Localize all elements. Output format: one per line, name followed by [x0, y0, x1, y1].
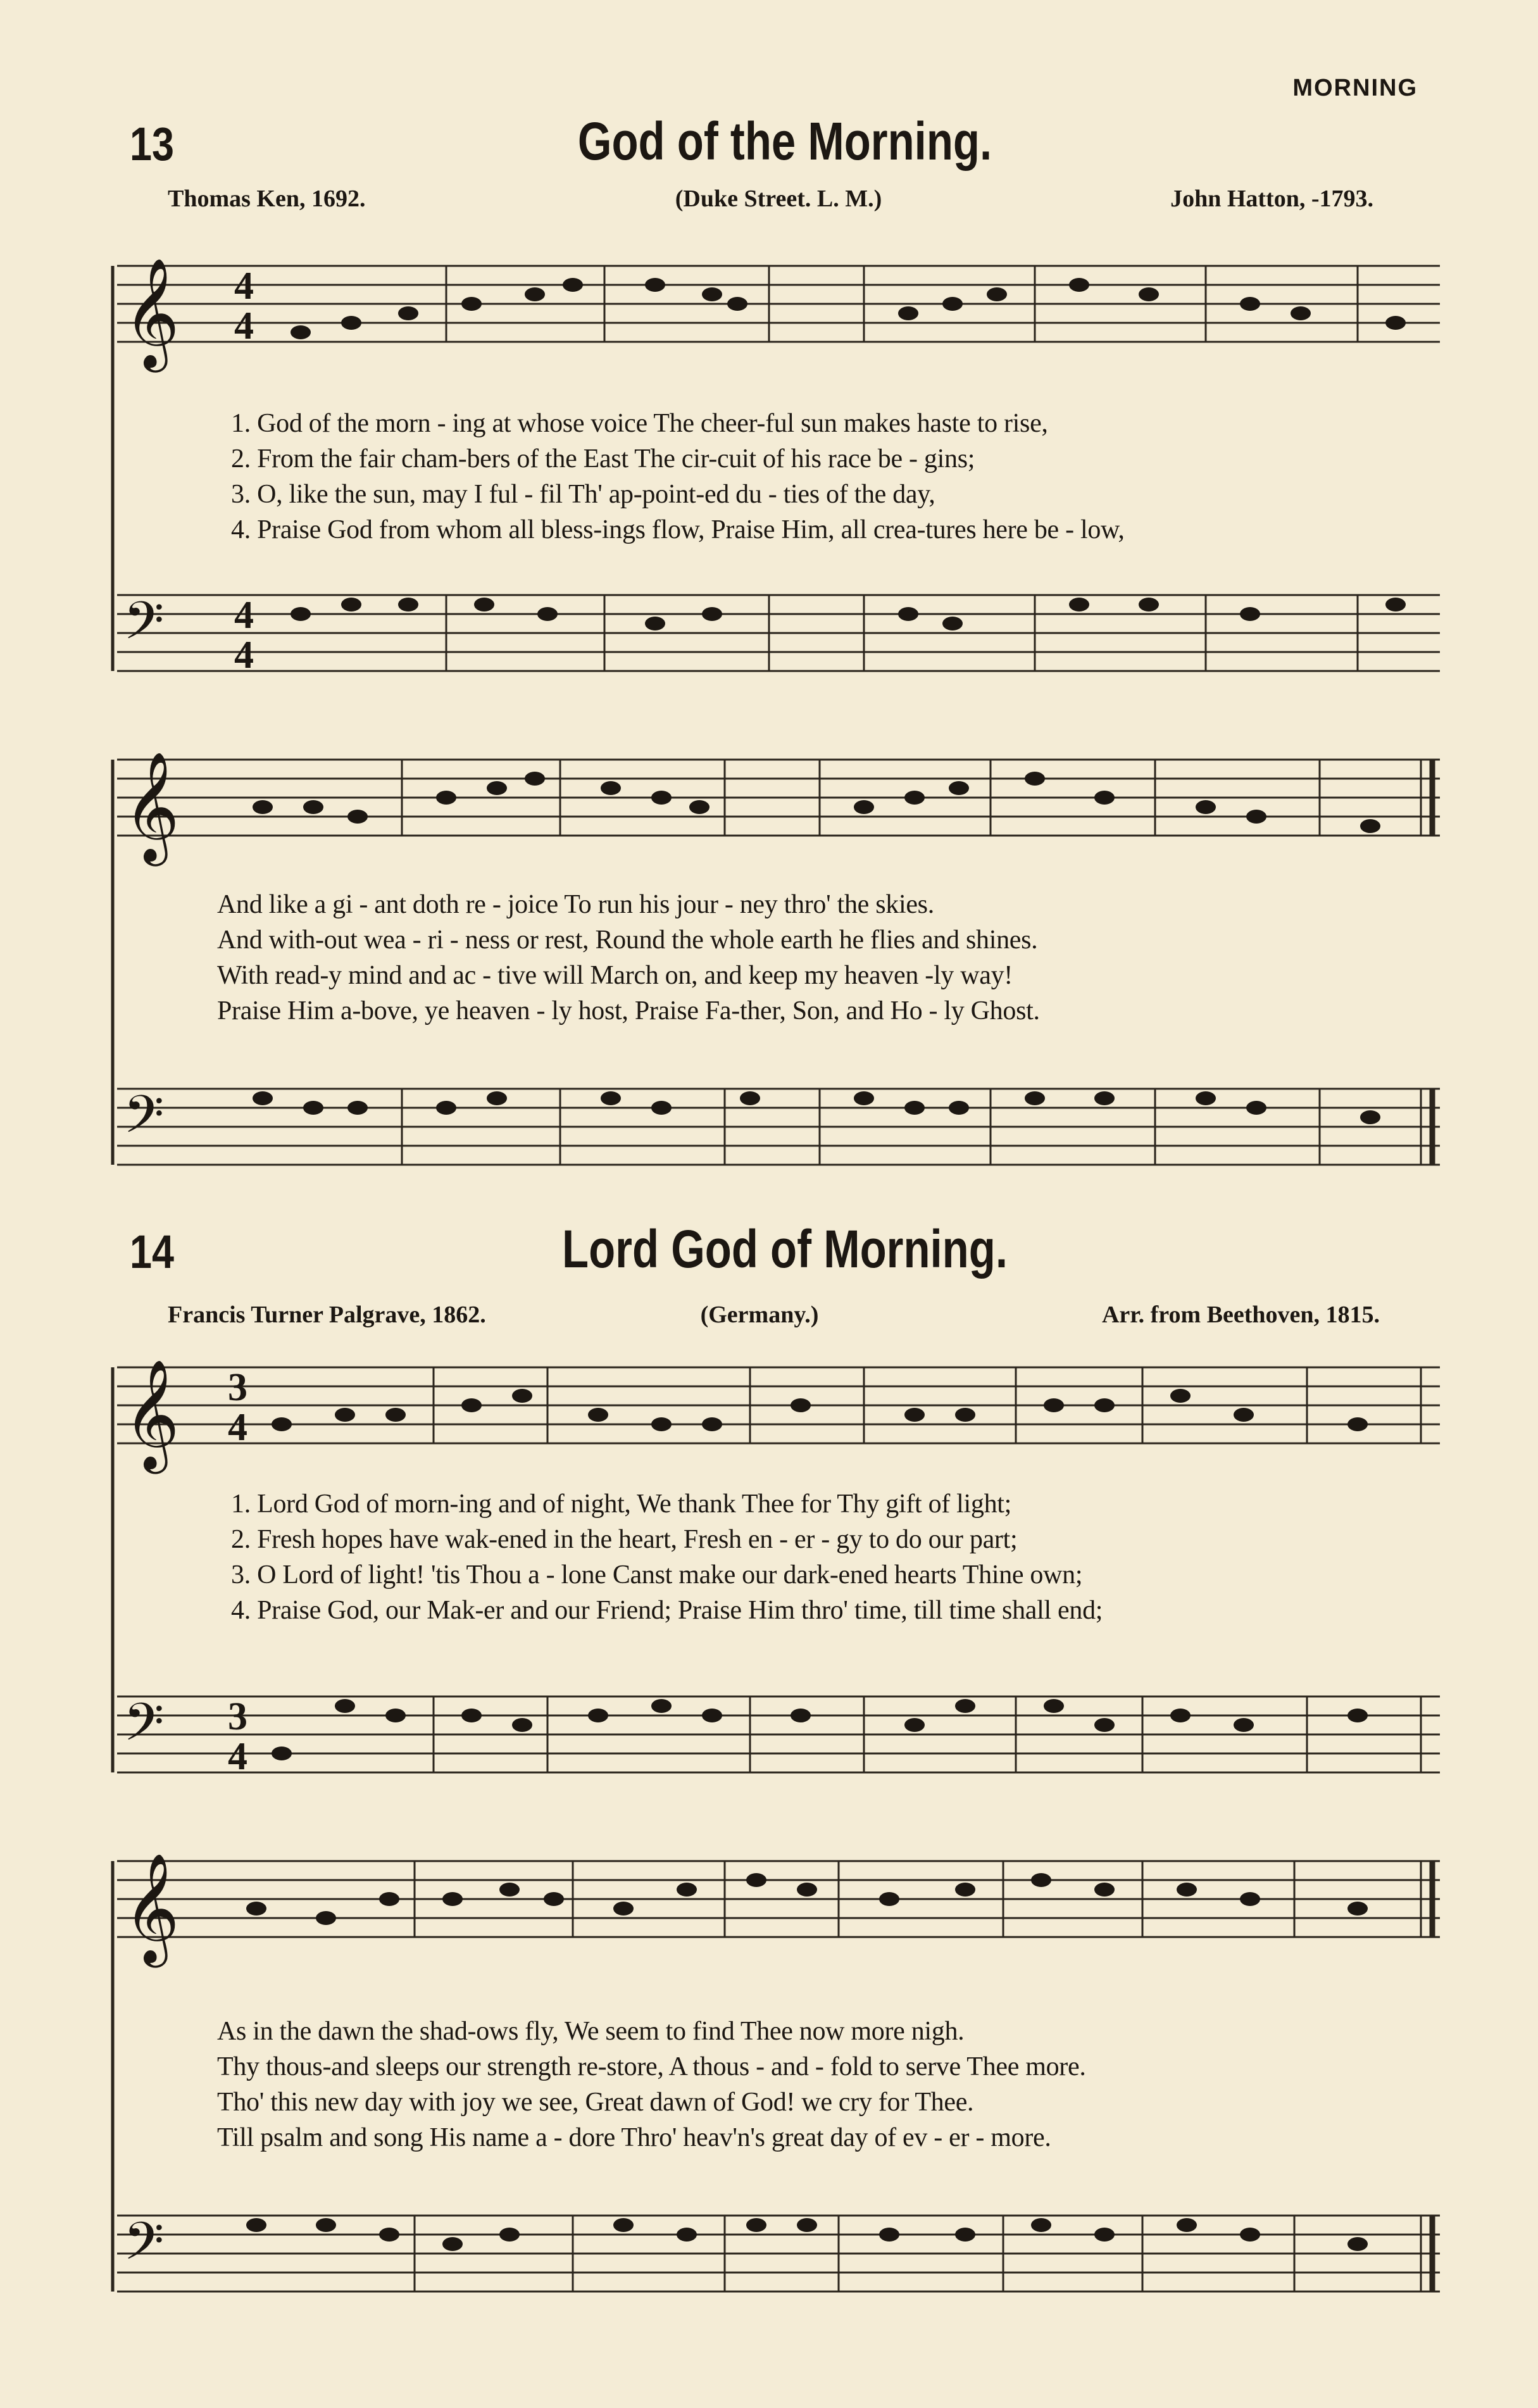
- treble-clef-icon: 𝄞: [123, 751, 180, 862]
- hymn-number: 14: [130, 1226, 174, 1278]
- bass-clef-icon: 𝄢: [123, 2210, 165, 2285]
- hymn-author: Thomas Ken, 1692.: [168, 185, 366, 212]
- hymn-title: God of the Morning.: [577, 111, 992, 171]
- bass-clef-icon: 𝄢: [123, 1691, 165, 1765]
- section-label: MORNING: [1292, 75, 1418, 101]
- lyric-line: 1. Lord God of morn-ing and of night, We thank Thee for Thy gift of light;: [231, 1489, 1012, 1519]
- lyric-line: Tho' this new day with joy we see, Great dawn of God! we cry for Thee.: [217, 2088, 974, 2117]
- system-bracket: [106, 253, 119, 2317]
- lyric-line: 4. Praise God from whom all bless-ings flow, Praise Him, all crea-tures here be - low,: [231, 515, 1125, 544]
- treble-clef-icon: 𝄞: [123, 258, 180, 368]
- hymn-composer: John Hatton, -1793.: [1170, 185, 1373, 212]
- bass-staff: [117, 582, 1440, 684]
- svg-text:4: 4: [228, 1406, 247, 1449]
- lyric-line: 3. O Lord of light! 'tis Thou a - lone Canst make our dark-ened hearts Thine own;: [231, 1560, 1083, 1590]
- bass-staff: [117, 1684, 1440, 1785]
- bass-clef-icon: 𝄢: [123, 590, 165, 664]
- lyric-line: Thy thous-and sleeps our strength re-store, A thous - and - fold to serve Thee more.: [217, 2052, 1086, 2081]
- lyric-line: 4. Praise God, our Mak-er and our Friend; Praise Him thro' time, till time shall end;: [231, 1596, 1103, 1625]
- svg-text:4: 4: [234, 304, 254, 348]
- bass-staff: [117, 1076, 1440, 1177]
- lyric-line: With read-y mind and ac - tive will March on, and keep my heaven -ly way!: [217, 961, 1013, 990]
- lyric-line: 3. O, like the sun, may I ful - fil Th' ap-point-ed du - ties of the day,: [231, 480, 935, 509]
- treble-staff: [117, 747, 1440, 874]
- hymn-tune: (Duke Street. L. M.): [675, 185, 882, 212]
- bass-clef-icon: 𝄢: [123, 1084, 165, 1158]
- lyric-line: Till psalm and song His name a - dore Thro' heav'n's great day of ev - er - more.: [217, 2123, 1051, 2152]
- treble-clef-icon: 𝄞: [123, 1853, 180, 1963]
- hymn-title: Lord God of Morning.: [562, 1219, 1008, 1279]
- svg-text:3: 3: [228, 1366, 247, 1409]
- treble-clef-icon: 𝄞: [123, 1359, 180, 1469]
- lyric-line: 2. From the fair cham-bers of the East The cir-cuit of his race be - gins;: [231, 444, 975, 473]
- lyric-line: And with-out wea - ri - ness or rest, Round the whole earth he flies and shines.: [217, 925, 1038, 955]
- lyric-line: 2. Fresh hopes have wak-ened in the heart, Fresh en - er - gy to do our part;: [231, 1525, 1018, 1554]
- lyric-line: And like a gi - ant doth re - joice To run his jour - ney thro' the skies.: [217, 890, 934, 919]
- hymn-tune: (Germany.): [700, 1301, 819, 1328]
- lyric-line: As in the dawn the shad-ows fly, We seem to find Thee now more nigh.: [217, 2017, 965, 2046]
- lyric-line: 1. God of the morn - ing at whose voice The cheer-ful sun makes haste to rise,: [231, 409, 1048, 438]
- svg-text:4: 4: [228, 1735, 247, 1778]
- hymn-composer: Arr. from Beethoven, 1815.: [1101, 1301, 1380, 1328]
- treble-staff: [117, 1848, 1440, 1975]
- svg-text:4: 4: [234, 265, 254, 308]
- treble-staff: [117, 253, 1440, 380]
- svg-text:4: 4: [234, 634, 254, 677]
- treble-staff: [117, 1355, 1440, 1481]
- svg-text:3: 3: [228, 1695, 247, 1738]
- bass-staff: [117, 2203, 1440, 2304]
- svg-text:4: 4: [234, 594, 254, 637]
- hymn-number: 13: [130, 118, 174, 170]
- hymn-author: Francis Turner Palgrave, 1862.: [168, 1301, 486, 1328]
- lyric-line: Praise Him a-bove, ye heaven - ly host, Praise Fa-ther, Son, and Ho - ly Ghost.: [217, 996, 1040, 1025]
